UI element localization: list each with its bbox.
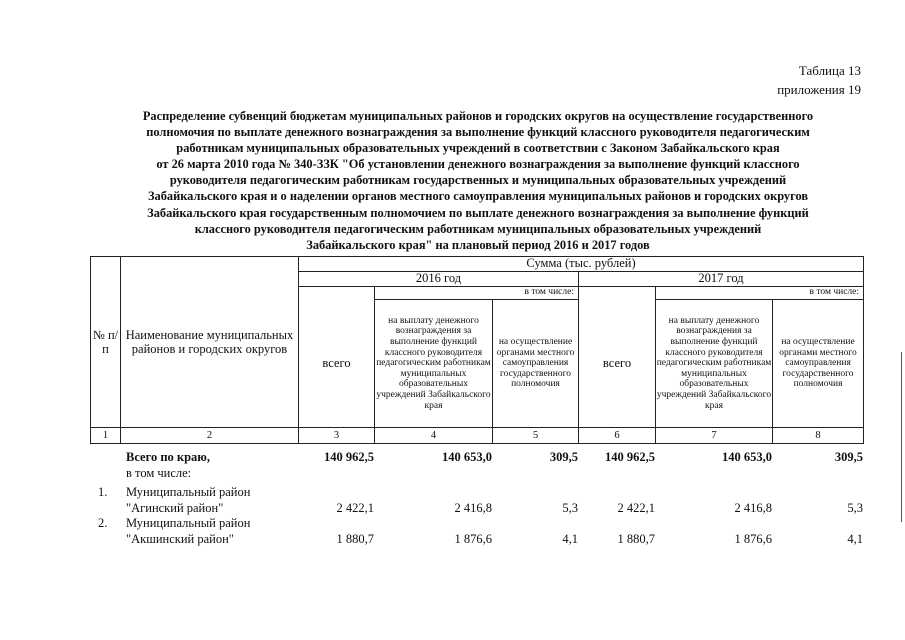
table-number: Таблица 13 <box>798 63 861 78</box>
header-total-2016: всего <box>299 300 375 428</box>
row-name: в том числе: <box>126 465 192 480</box>
table-row-subheading <box>90 466 863 482</box>
title-line: от 26 марта 2010 года № 340-ЗЗК "Об установлении денежного вознаграждения за выполнение функций классного <box>156 157 800 172</box>
cell-value: 2 422,1 <box>336 500 374 515</box>
header-total-2017: всего <box>579 300 656 428</box>
header-spacer <box>299 287 375 300</box>
header-including: в том числе: <box>656 287 864 300</box>
title-line: полномочия по выплате денежного вознаграждения за выполнение функций классного руководителя педагогическим <box>146 125 810 140</box>
header-name: Наименование муниципальных районов и городских округов <box>121 257 299 428</box>
header-including: в том числе: <box>375 287 579 300</box>
column-index: 4 <box>375 428 493 444</box>
cell-value: 5,3 <box>847 500 863 515</box>
cell-value: 4,1 <box>562 531 578 546</box>
row-number: 2. <box>98 516 108 530</box>
scan-artifact-line <box>901 352 902 522</box>
table-row-total <box>90 450 863 466</box>
cell-value: 2 416,8 <box>454 500 492 515</box>
title-line: Распределение субвенций бюджетам муниципальных районов и городских округов на осуществление государственного <box>142 109 814 123</box>
header-year-2017: 2017 год <box>579 272 864 287</box>
header-authority-2016: на осуществление органами местного самоуправления государственного полномочия <box>493 300 579 428</box>
title-line: работникам муниципальных образовательных учреждений в соответствии с Законом Забайкальского края <box>176 141 780 156</box>
header-sum: Сумма (тыс. рублей) <box>299 257 864 272</box>
cell-value: 5,3 <box>562 500 578 515</box>
header-authority-2017: на осуществление органами местного самоуправления государственного полномочия <box>773 300 864 428</box>
column-index: 3 <box>299 428 375 444</box>
table-row <box>90 532 863 548</box>
title-line: Забайкальского края и о наделении органов местного самоуправления муниципальных районов и городских округов <box>147 189 809 204</box>
title-line: Забайкальского края" на плановый период 2016 и 2017 годов <box>306 237 650 252</box>
header-row-number: № п/п <box>91 257 121 428</box>
cell-value: 309,5 <box>549 450 578 464</box>
title-line: руководителя педагогическим работникам государственных и муниципальных образовательных учреждений <box>169 173 787 188</box>
cell-value: 4,1 <box>847 531 863 546</box>
column-index: 7 <box>656 428 773 444</box>
cell-value: 140 962,5 <box>605 450 655 464</box>
header-year-2016: 2016 год <box>299 272 579 287</box>
cell-value: 1 880,7 <box>617 531 655 546</box>
column-index: 8 <box>773 428 864 444</box>
column-index: 6 <box>579 428 656 444</box>
cell-value: 1 876,6 <box>734 531 772 546</box>
cell-value: 1 876,6 <box>454 531 492 546</box>
header-reward-2016: на выплату денежного вознаграждения за выполнение функций классного руководителя педагогическим работникам муниципальных образовательных учреждений Забайкальского края <box>375 300 493 428</box>
column-index: 2 <box>121 428 299 444</box>
header-spacer <box>579 287 656 300</box>
column-index: 5 <box>493 428 579 444</box>
document-title <box>88 108 868 253</box>
cell-value: 2 422,1 <box>617 500 655 515</box>
row-name: Муниципальный район <box>126 485 251 499</box>
cell-value: 140 653,0 <box>722 450 772 464</box>
table-row <box>90 485 863 501</box>
title-line: Забайкальского края государственным полномочием по выплате денежного вознаграждения за выполнение функций <box>147 205 809 220</box>
subsidy-table-header <box>90 256 864 444</box>
table-row <box>90 501 863 517</box>
row-name: Муниципальный район <box>126 516 251 530</box>
row-name: Всего по краю, <box>126 450 210 464</box>
subsidy-table-body <box>90 450 863 547</box>
row-number: 1. <box>98 485 108 499</box>
row-name: "Агинский район" <box>126 500 224 515</box>
row-name: "Акшинский район" <box>126 531 234 546</box>
appendix-number: приложения 19 <box>777 82 861 97</box>
table-row <box>90 516 863 532</box>
cell-value: 140 653,0 <box>442 450 492 464</box>
header-reward-2017: на выплату денежного вознаграждения за выполнение функций классного руководителя педагогическим работникам муниципальных образовательных учреждений Забайкальского края <box>656 300 773 428</box>
title-line: классного руководителя педагогическим работникам муниципальных образовательных учреждений <box>194 221 762 236</box>
column-index: 1 <box>91 428 121 444</box>
cell-value: 140 962,5 <box>324 450 374 464</box>
cell-value: 2 416,8 <box>734 500 772 515</box>
cell-value: 309,5 <box>834 450 863 464</box>
cell-value: 1 880,7 <box>336 531 374 546</box>
